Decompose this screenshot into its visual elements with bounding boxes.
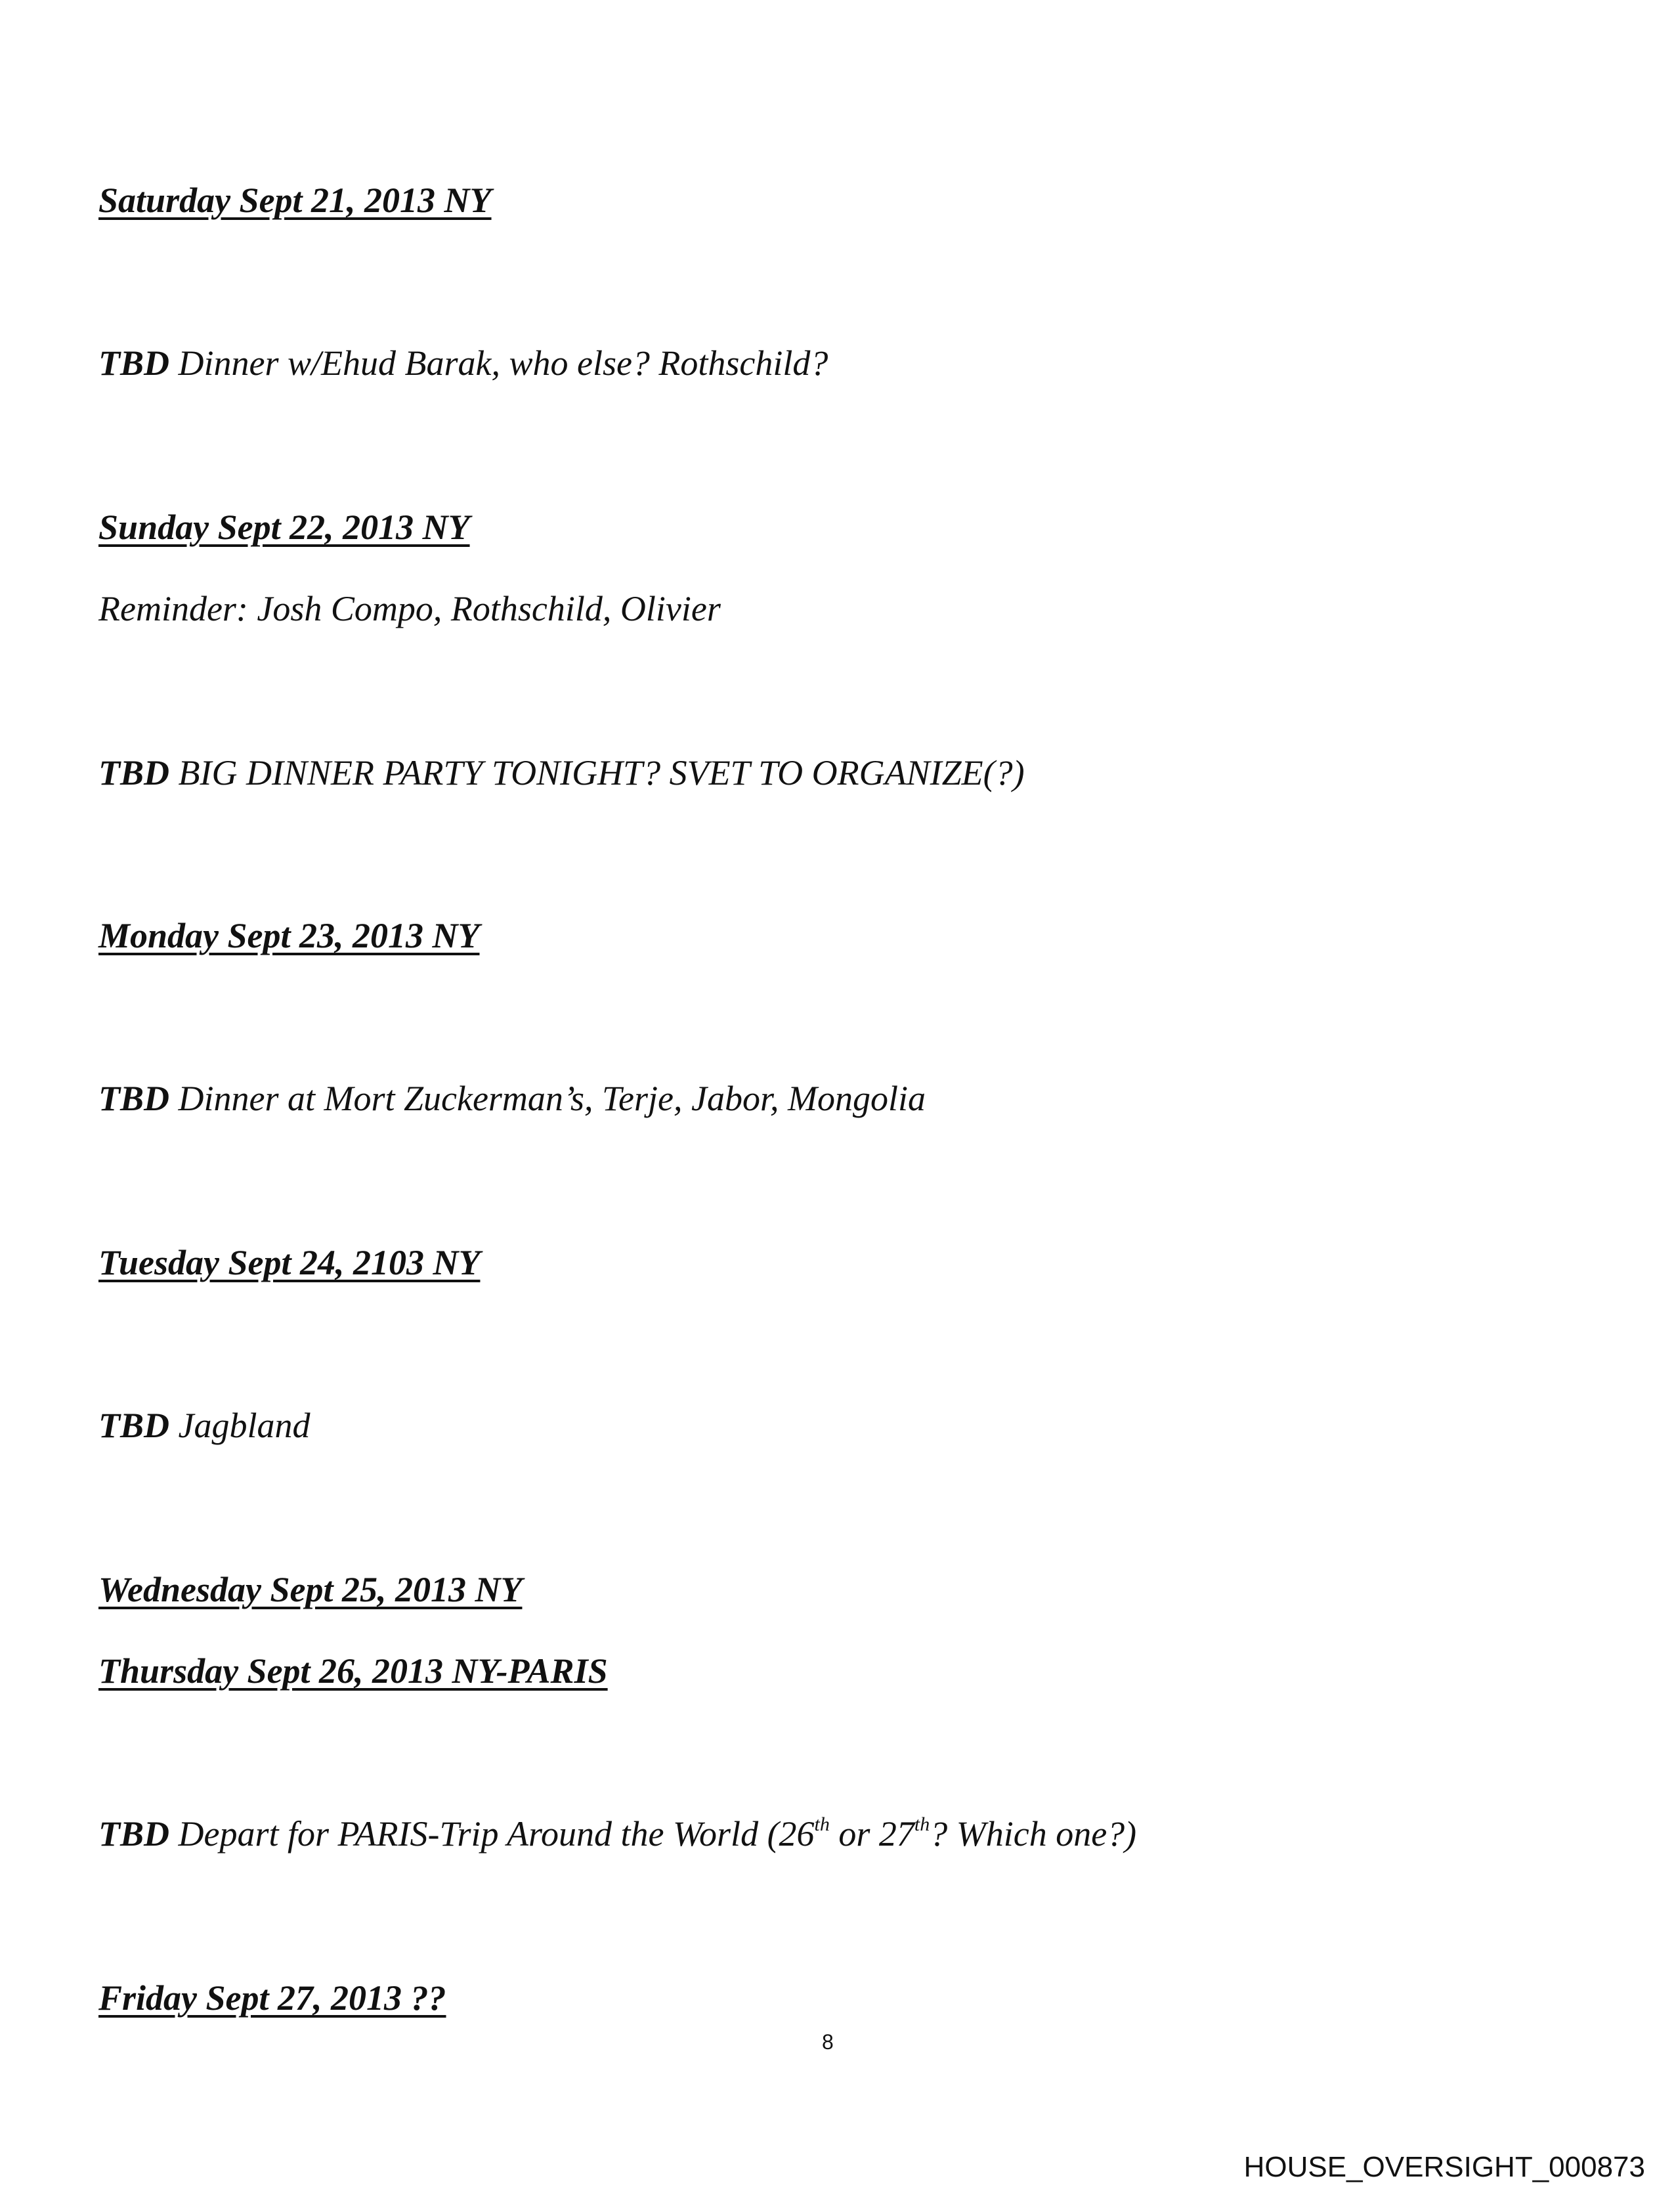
date-heading-monday: Monday Sept 23, 2013 NY — [98, 916, 480, 955]
date-heading-tuesday: Tuesday Sept 24, 2103 NY — [98, 1243, 481, 1282]
ordinal-suffix: th — [814, 1813, 830, 1835]
entry-text: or 27 — [829, 1814, 914, 1854]
entry-text: Dinner at Mort Zuckerman’s, Terje, Jabor, Mongolia — [169, 1079, 926, 1118]
date-heading-thursday: Thursday Sept 26, 2013 NY-PARIS — [98, 1651, 608, 1691]
date-heading-wednesday: Wednesday Sept 25, 2013 NY — [98, 1570, 523, 1609]
tbd-label: TBD — [98, 1406, 169, 1445]
date-heading-friday: Friday Sept 27, 2013 ?? — [98, 1978, 446, 2018]
entry-text: BIG DINNER PARTY TONIGHT? SVET TO ORGANIZE(?) — [169, 753, 1025, 792]
entry-sunday-reminder: Reminder: Josh Compo, Rothschild, Olivier — [98, 589, 721, 628]
bates-number: HOUSE_OVERSIGHT_000873 — [1243, 2151, 1645, 2183]
date-heading-saturday: Saturday Sept 21, 2013 NY — [98, 181, 492, 220]
entry-text: Jagbland — [169, 1406, 311, 1445]
entry-monday-dinner — [98, 1081, 926, 1116]
page-number: 8 — [822, 2030, 834, 2054]
entry-text: Depart for PARIS-Trip Around the World (26 — [169, 1814, 815, 1854]
entry-saturday-dinner — [98, 345, 828, 381]
tbd-label: TBD — [98, 1814, 169, 1854]
entry-tuesday-jagbland — [98, 1408, 310, 1443]
ordinal-suffix: th — [914, 1813, 930, 1835]
tbd-label: TBD — [98, 343, 169, 383]
entry-text: ? Which one?) — [930, 1814, 1137, 1854]
tbd-label: TBD — [98, 753, 169, 792]
date-heading-sunday: Sunday Sept 22, 2013 NY — [98, 508, 470, 547]
entry-text: Dinner w/Ehud Barak, who else? Rothschild? — [169, 343, 828, 383]
entry-thursday-depart — [98, 1813, 1137, 1854]
entry-sunday-dinner-party — [98, 755, 1025, 791]
tbd-label: TBD — [98, 1079, 169, 1118]
